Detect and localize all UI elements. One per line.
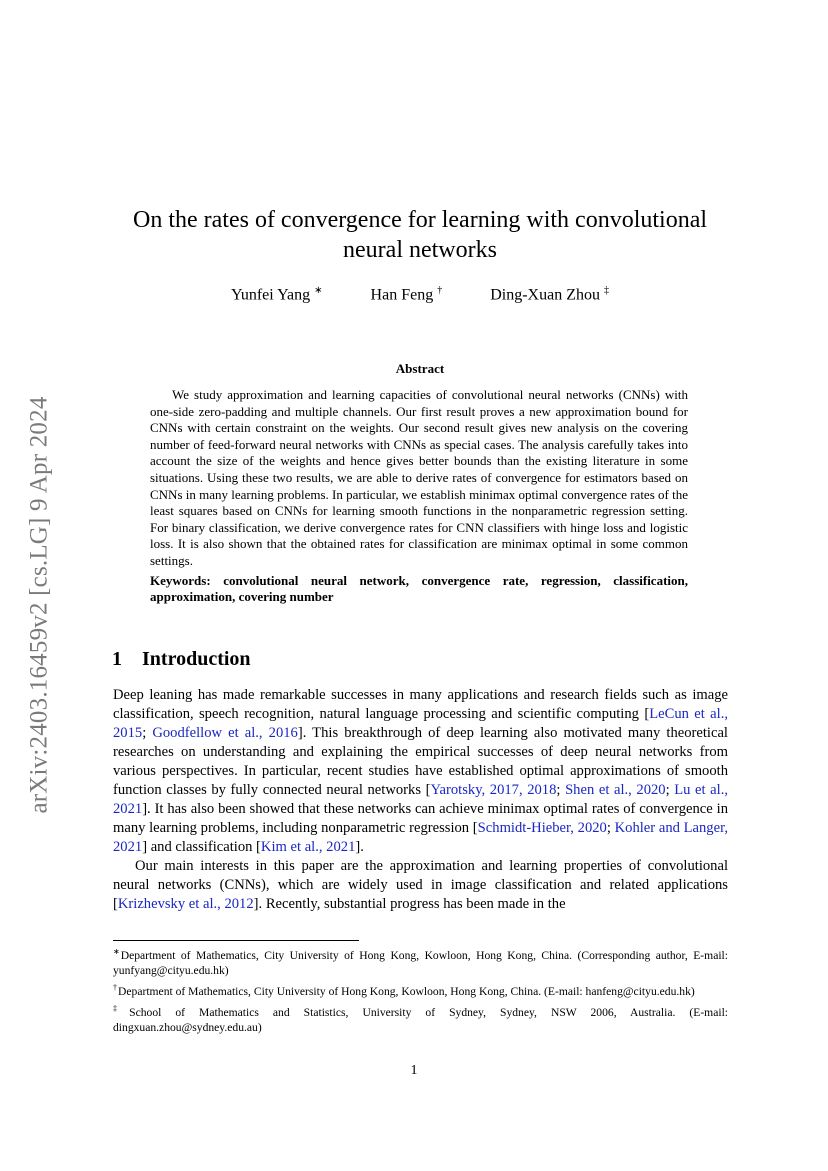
- abstract-heading: Abstract: [395, 361, 445, 376]
- citation-link[interactable]: Schmidt-Hieber, 2020: [477, 820, 607, 836]
- text-run: Our main interests in this paper are the approximation and learning properties of convolutional neural networks (CNNs), which are widely used in image classification and related applications [: [113, 858, 728, 912]
- footnote: [113, 980, 728, 999]
- footnote-mark: ‡: [113, 1003, 129, 1013]
- abstract: [150, 387, 688, 606]
- footnote-text: Department of Mathematics, City University of Hong Kong, Kowloon, Hong Kong, China. (E-mail: hanfeng@cityu.edu.hk): [118, 984, 695, 998]
- citation-link[interactable]: Shen et al., 2020: [565, 782, 666, 798]
- text-run: ]. Recently, substantial progress has been made in the: [253, 896, 566, 912]
- abstract-text: We study approximation and learning capacities of convolutional neural networks (CNNs) with one-side zero-padding and multiple channels. Our first result proves a new approximation bound for CNNs with certain constraint on the weights. Our second result gives new analysis on the covering number of feed-forward neural networks with CNNs as special cases. The analysis carefully takes into account the size of the weights and hence gives better bounds than the existing literature in some situations. Using these two results, we are able to derive rates of convergence for estimators based on CNNs in many learning problems. In particular, we establish minimax optimal convergence rates of the least squares based on CNNs for learning smooth functions in the nonparametric regression setting. For binary classification, we derive convergence rates for CNN classifiers with hinge loss and logistic loss. It is also shown that the obtained rates for classification are minimax optimal in some common settings.: [150, 387, 688, 568]
- section-title: Introduction: [142, 648, 251, 670]
- author-name: Han Feng: [370, 286, 434, 304]
- citation-link[interactable]: Krizhevsky et al., 2012: [117, 896, 254, 912]
- page-number: 1: [410, 1063, 418, 1078]
- footnote-text: Department of Mathematics, City University of Hong Kong, Kowloon, Hong Kong, China. (Corresponding author, E-mail: yunfyang@cityu.edu.hk): [113, 948, 728, 977]
- citation-link[interactable]: Kim et al., 2021: [260, 839, 356, 855]
- text-run: ].: [355, 839, 364, 855]
- footnote: [113, 944, 728, 978]
- section-number: 1: [112, 648, 122, 670]
- author-list: [110, 285, 730, 304]
- paragraph: [113, 686, 728, 857]
- arxiv-identifier: [20, 370, 60, 840]
- text-run: ;: [556, 782, 566, 798]
- section-heading: [112, 648, 251, 671]
- citation-link[interactable]: Yarotsky, 2017, 2018: [430, 782, 557, 798]
- paper-title: On the rates of convergence for learning with convolutional neural networks: [132, 207, 708, 263]
- text-run: ]. This breakthrough of deep learning also motivated many theoretical researches on understanding and explaining the empirical successes of deep neural networks from various perspectives. In particular, recent studies have established optimal approximations of smooth function classes by fully connected neural networks [: [113, 725, 728, 798]
- footnotes: [113, 944, 728, 1037]
- footnote: [113, 1001, 728, 1035]
- arxiv-identifier-text: arXiv:2403.16459v2 [cs.LG] 9 Apr 2024: [26, 396, 54, 814]
- citation-link[interactable]: Kohler and Langer, 2021: [113, 820, 728, 855]
- author: [490, 285, 609, 304]
- text-run: ] and classification [: [142, 839, 261, 855]
- author-name: Yunfei Yang: [231, 286, 311, 304]
- author-footnote-mark: ∗: [314, 285, 323, 296]
- author-name: Ding-Xuan Zhou: [490, 286, 600, 304]
- footnote-divider: [113, 940, 359, 941]
- author: [231, 285, 323, 304]
- author-footnote-mark: †: [437, 285, 443, 296]
- keywords: Keywords: convolutional neural network, convergence rate, regression, classification, approximation, covering number: [150, 572, 688, 605]
- author: [371, 285, 443, 304]
- citation-link[interactable]: LeCun et al., 2015: [113, 706, 728, 741]
- author-footnote-mark: ‡: [603, 285, 609, 296]
- text-run: ]. It has also been showed that these networks can achieve minimax optimal rates of convergence in many learning problems, including nonparametric regression [: [113, 801, 728, 836]
- text-run: Deep leaning has made remarkable successes in many applications and research fields such as image classification, speech recognition, natural language processing and scientific computing [: [113, 687, 728, 722]
- citation-link[interactable]: Goodfellow et al., 2016: [152, 725, 298, 741]
- body-text: [113, 686, 728, 914]
- citation-link[interactable]: Lu et al., 2021: [113, 782, 729, 817]
- text-run: ;: [606, 820, 615, 836]
- paragraph: [113, 857, 728, 914]
- footnote-mark: ∗: [113, 947, 120, 956]
- text-run: ;: [142, 725, 153, 741]
- footnote-mark: †: [113, 982, 117, 992]
- text-run: ;: [665, 782, 675, 798]
- footnote-text: School of Mathematics and Statistics, University of Sydney, Sydney, NSW 2006, Australia. (E-mail: dingxuan.zhou@sydney.edu.au): [113, 1005, 729, 1034]
